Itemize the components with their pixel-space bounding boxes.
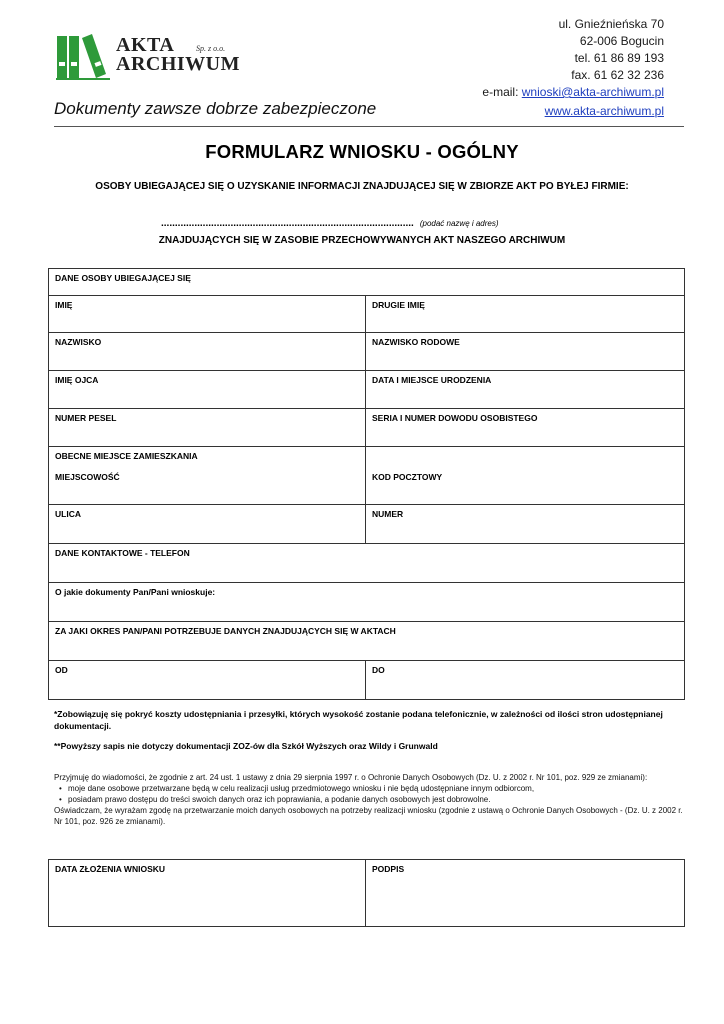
logo-name-line2: ARCHIWUM [116, 53, 240, 75]
privacy-bullet: • posiadam prawo dostępu do treści swoich danych oraz ich poprawiania, a podanie danych osobowych jest dobrowolne. [68, 794, 686, 805]
header-divider [54, 126, 684, 127]
contact-street: ul. Gnieźnieńska 70 [558, 17, 664, 31]
privacy-consent: Oświadczam, że wyrażam zgodę na przetwarzanie moich danych osobowych na potrzeby realizacji wniosku (zgodnie z ustawą o Ochronie Danych Osobowych - (Dz. U. z 2002 r. Nr 101, poz. 926 ze zmianami). [54, 806, 683, 826]
field-first-name[interactable]: IMIĘ [49, 296, 366, 332]
contact-email-row [482, 84, 664, 101]
locality-label: MIEJSCOWOŚĆ [55, 472, 120, 482]
field-phone[interactable]: DANE KONTAKTOWE - TELEFON [55, 548, 190, 558]
field-locality[interactable] [49, 447, 366, 504]
privacy-bullets [54, 783, 686, 805]
signature-table [48, 859, 685, 927]
privacy-statement [54, 772, 686, 827]
cost-note: *Zobowiązuję się pokryć koszty udostępniania i przesyłki, których wysokość zostanie podana telefonicznie, w zależności od ilości stron udostępnianej dokumentacji. [54, 709, 663, 731]
form-title: FORMULARZ WNIOSKU - OGÓLNY [205, 141, 519, 162]
section-personal-data: DANE OSOBY UBIEGAJĄCEJ SIĘ [55, 273, 191, 283]
field-family-name[interactable]: NAZWISKO RODOWE [372, 337, 460, 347]
field-second-name[interactable]: DRUGIE IMIĘ [372, 300, 425, 310]
field-from[interactable]: OD [49, 661, 366, 699]
field-number[interactable]: NUMER [372, 509, 404, 519]
privacy-intro: Przyjmuję do wiadomości, że zgodnie z art. 24 ust. 1 ustawy z dnia 29 sierpnia 1997 r. o Ochronie Danych Osobowych (Dz. U. z 2002 r. Nr 101, poz. 929 ze zmianami): [54, 773, 648, 782]
address-header: OBECNE MIEJSCE ZAMIESZKANIA [55, 451, 198, 461]
binders-icon [56, 32, 112, 80]
applicant-form [48, 268, 685, 700]
company-logo [56, 32, 240, 80]
company-name-placeholder [161, 218, 499, 229]
form-subtitle-2: ZNAJDUJĄCYCH SIĘ W ZASOBIE PRZECHOWYWANYCH AKT NASZEGO ARCHIWUM [158, 235, 566, 246]
field-surname[interactable]: NAZWISKO [49, 333, 366, 370]
slogan: Dokumenty zawsze dobrze zabezpieczone [54, 99, 377, 118]
field-pesel[interactable]: NUMER PESEL [49, 409, 366, 446]
field-to[interactable]: DO [372, 665, 385, 675]
exclusion-note: **Powyższy sapis nie dotyczy dokumentacji ZOZ-ów dla Szkół Wyższych oraz Wildy i Grunwald [54, 741, 438, 751]
contact-tel: tel. 61 86 89 193 [574, 51, 664, 65]
field-signature[interactable]: PODPIS [372, 864, 405, 874]
field-documents[interactable]: O jakie dokumenty Pan/Pani wnioskuje: [55, 587, 216, 597]
logo-name-line1: AKTA [116, 34, 175, 56]
logo-legal-form: Sp. z o.o. [196, 44, 226, 53]
dots-hint: (podać nazwę i adres) [419, 219, 499, 228]
field-id-card[interactable]: SERIA I NUMER DOWODU OSOBISTEGO [372, 413, 538, 423]
website-link[interactable]: www.akta-archiwum.pl [544, 104, 664, 118]
email-label: e-mail: [482, 85, 519, 99]
privacy-bullet: • moje dane osobowe przetwarzane będą w celu realizacji usług przedmiotowego wniosku i nie będą udostępniane innym odbiorcom, [68, 783, 686, 794]
field-postal-code[interactable] [366, 447, 684, 504]
contact-city: 62-006 Bogucin [579, 34, 664, 48]
dots: ........................................................................................... [161, 218, 414, 229]
form-subtitle: OSOBY UBIEGAJĄCEJ SIĘ O UZYSKANIE INFORMACJI ZNAJDUJĄCEJ SIĘ W ZBIORZE AKT PO BYŁEJ FIRMIE: [95, 181, 629, 192]
contact-fax: fax. 61 62 32 236 [571, 68, 664, 82]
email-link[interactable]: wnioski@akta-archiwum.pl [521, 85, 664, 99]
field-submission-date[interactable]: DATA ZŁOŻENIA WNIOSKU [49, 860, 366, 926]
contact-block [482, 16, 664, 101]
postal-code-label: KOD POCZTOWY [372, 472, 443, 482]
field-period: ZA JAKI OKRES PAN/PANI POTRZEBUJE DANYCH ZNAJDUJĄCYCH SIĘ W AKTACH [55, 626, 396, 636]
field-birth[interactable]: DATA I MIEJSCE URODZENIA [372, 375, 492, 385]
field-father-name[interactable]: IMIĘ OJCA [49, 371, 366, 408]
field-street[interactable]: ULICA [49, 505, 366, 543]
